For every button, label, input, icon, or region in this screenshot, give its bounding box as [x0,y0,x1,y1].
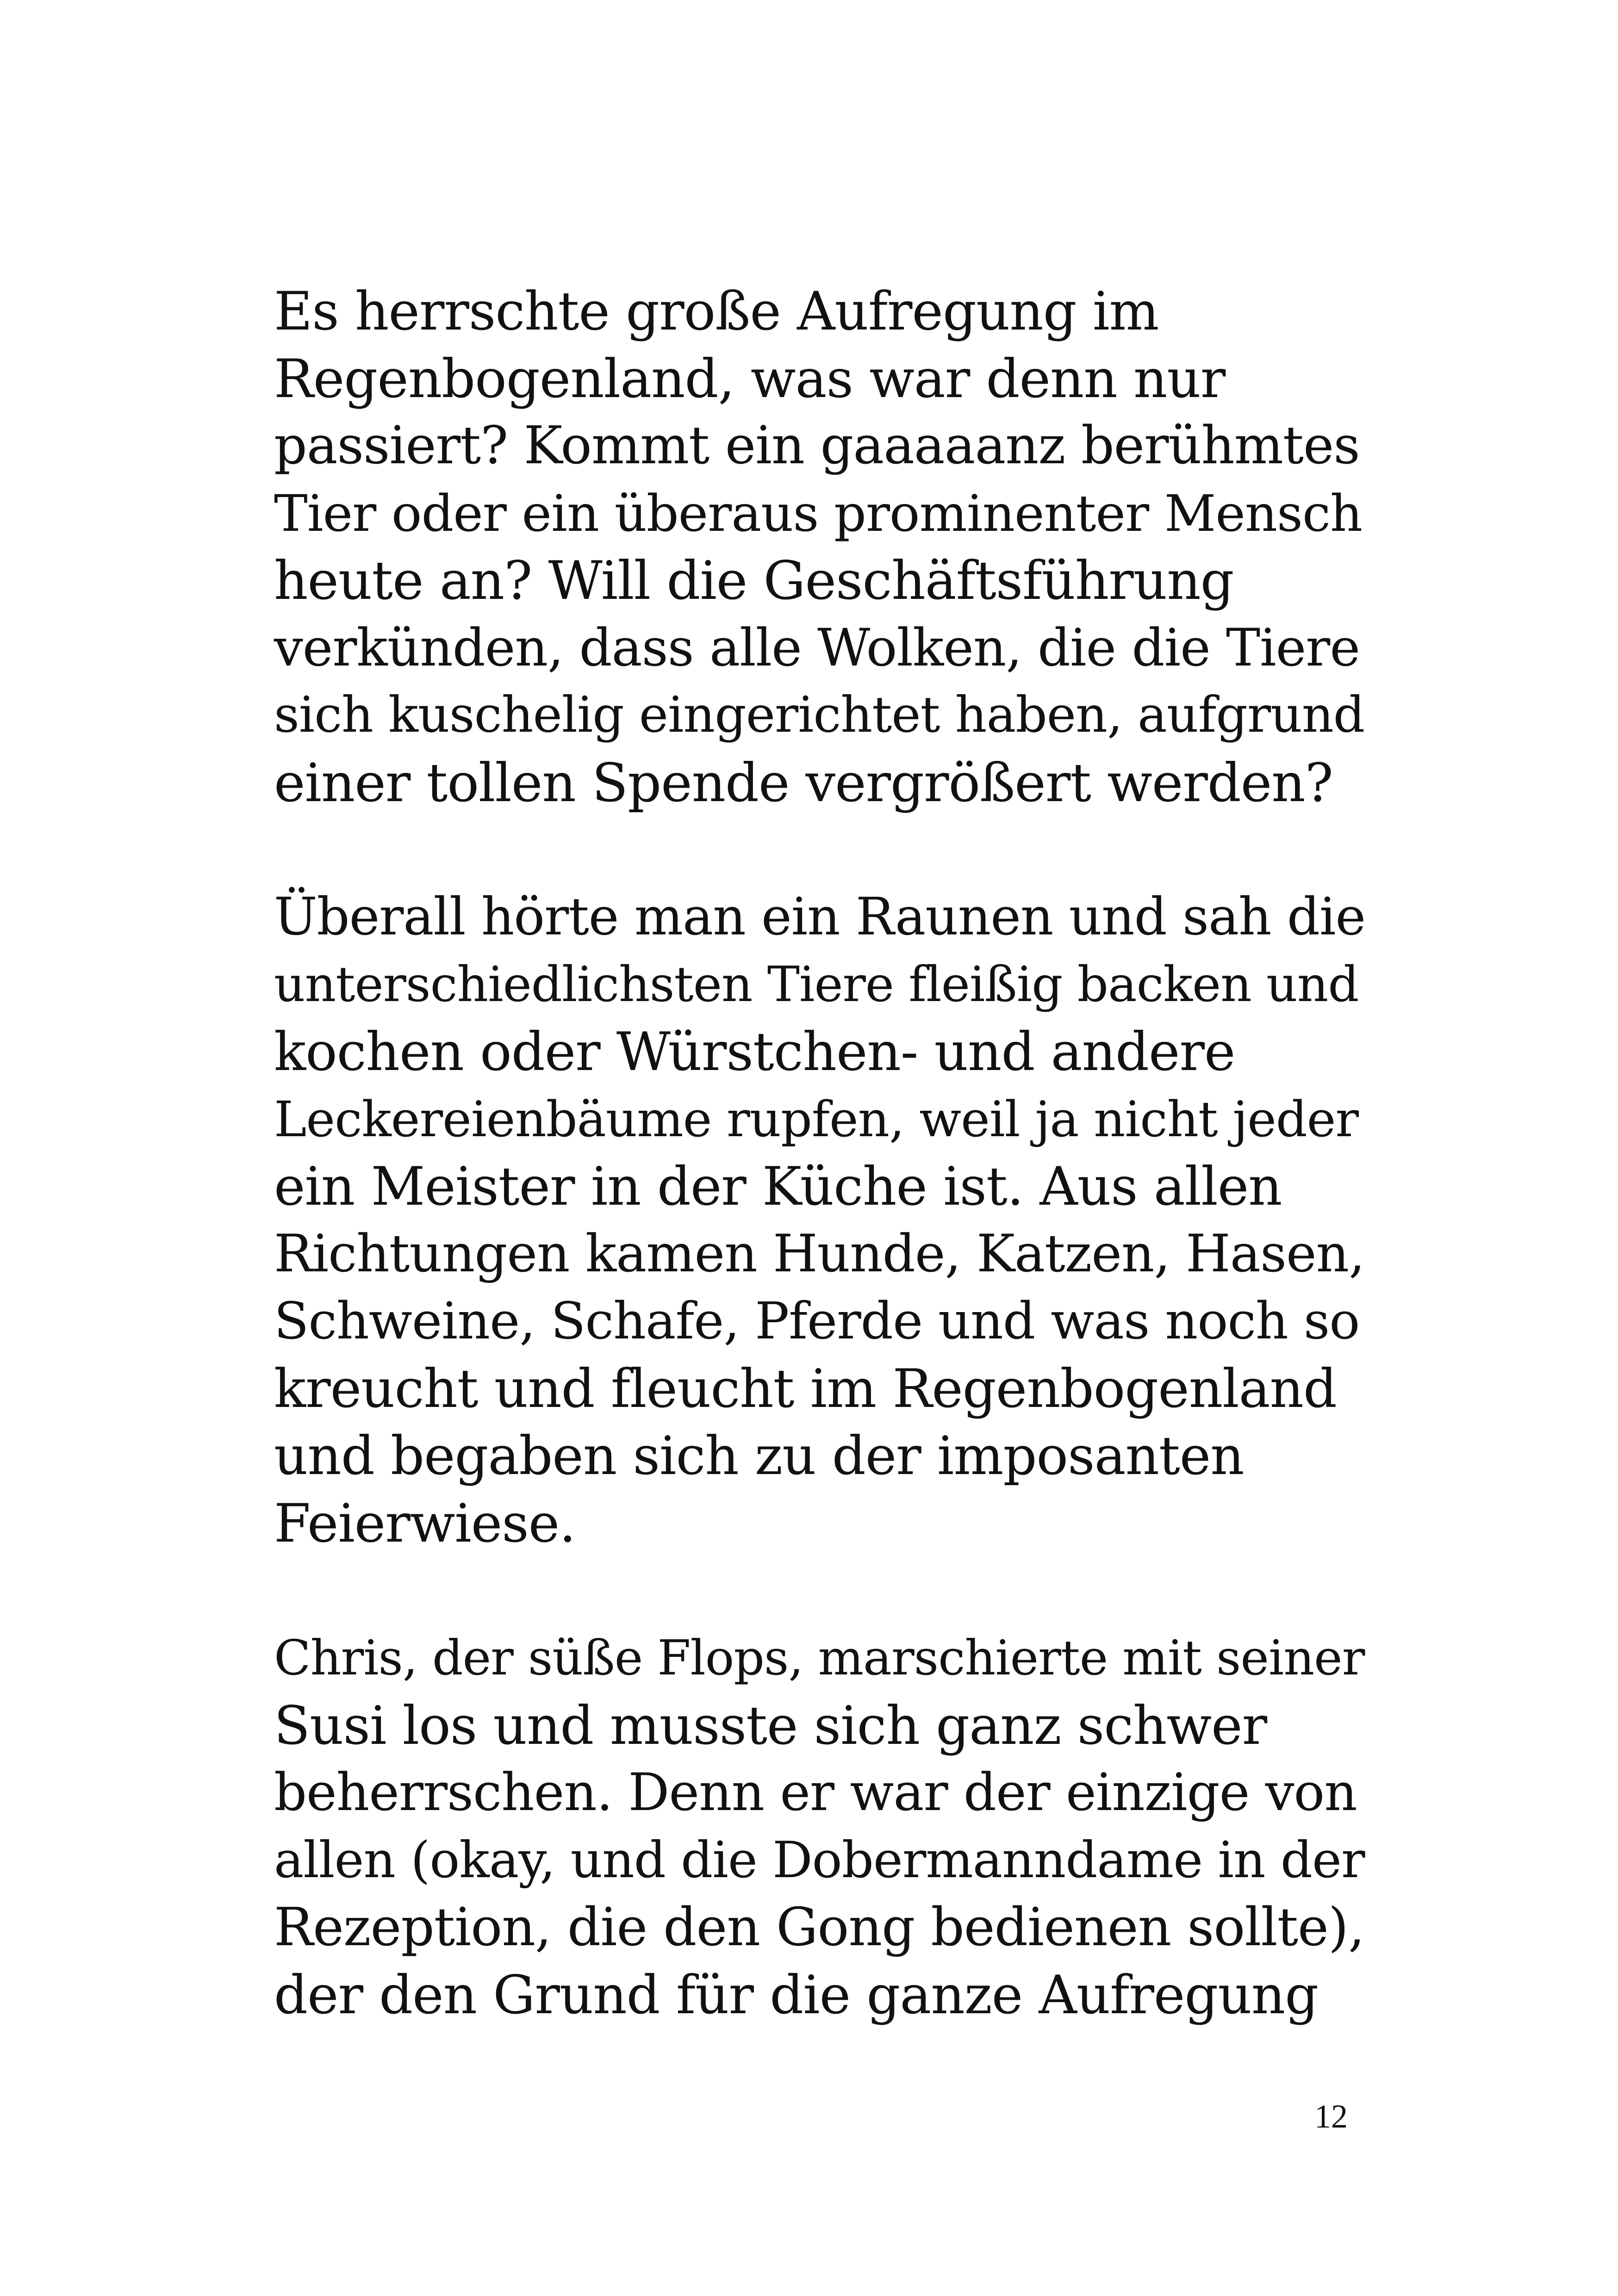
paragraph-3 [274,1624,1366,2028]
text-line: allen (okay, und die Dobermanndame in der [274,1831,1365,1889]
text-line: Feierwiese. [274,1492,576,1554]
text-line: kochen oder Würstchen- und andere [274,1021,1235,1083]
text-line: der den Grund für die ganze Aufregung [274,1964,1319,2026]
paragraph-1 [274,278,1366,816]
text-line: kreucht und fleucht im Regenbogenland [274,1357,1337,1419]
text-line: heute an? Will die Geschäftsführung [274,550,1234,611]
text-line: unterschiedlichsten Tiere fleißig backen und [274,956,1359,1013]
text-line: Richtungen kamen Hunde, Katzen, Hasen, [274,1224,1365,1284]
text-line: Schweine, Schafe, Pferde und was noch so [274,1291,1360,1350]
text-line: Tier oder ein überaus prominenter Mensch [274,484,1363,543]
text-line: Es herrschte große Aufregung im [274,280,1159,342]
text-line: verkünden, dass alle Wolken, die die Tiere [274,618,1360,678]
page-number: 12 [1314,2098,1348,2135]
text-line: ein Meister in der Küche ist. Aus allen [274,1156,1282,1217]
text-line: Leckereienbäume rupfen, weil ja nicht jeder [274,1090,1359,1148]
text-line: und begaben sich zu der imposanten [274,1425,1244,1487]
text-line: Rezeption, die den Gong bedienen sollte), [274,1897,1364,1958]
text-line: einer tollen Spende vergrößert werden? [274,752,1333,814]
text-line: Überall hörte man ein Raunen und sah die [274,887,1366,947]
text-line: beherrschen. Denn er war der einzige von [274,1763,1357,1823]
paragraph-2 [274,884,1366,1557]
text-line: Susi los und musste sich ganz schwer [274,1694,1267,1756]
text-line: Chris, der süße Flops, marschierte mit seiner [274,1630,1365,1686]
text-line: sich kuschelig eingerichtet haben, aufgrund [274,686,1365,744]
text-line: Regenbogenland, was war denn nur [274,348,1226,410]
text-line: passiert? Kommt ein gaaaaanz berühmtes [274,416,1360,476]
